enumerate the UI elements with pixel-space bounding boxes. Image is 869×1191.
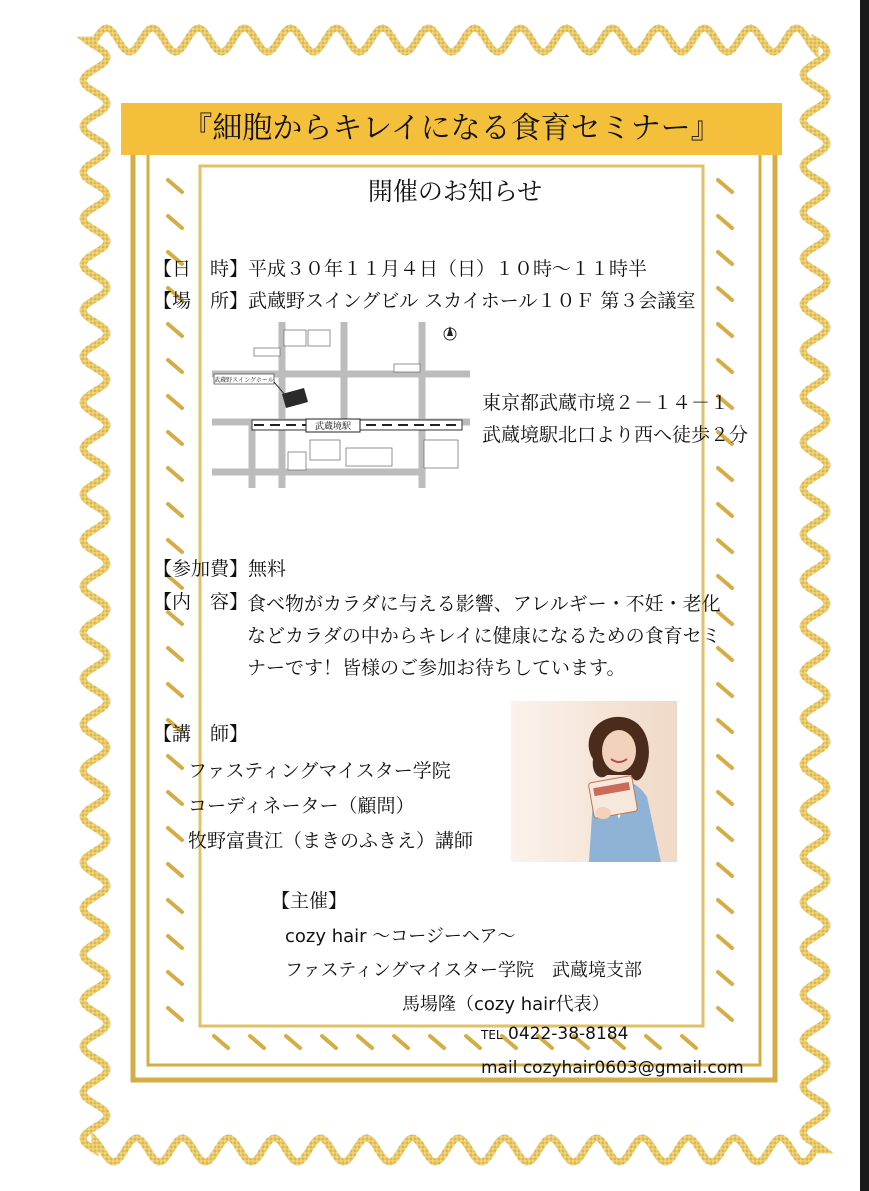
border-dash (168, 972, 182, 984)
content-line: 食べ物がカラダに与える影響、アレルギー・不妊・老化 (247, 593, 721, 615)
border-dash (168, 648, 182, 660)
date-row (153, 255, 647, 283)
border-dash (322, 1036, 336, 1048)
border-dash (168, 1008, 182, 1020)
tel-number: 0422-38-8184 (508, 1024, 629, 1044)
lecturer-line: コーディネーター（顧問） (188, 795, 415, 817)
border-dash (718, 792, 732, 804)
page-title: 『細胞からキレイになる食育セミナー』 (182, 111, 721, 146)
border-dash (168, 864, 182, 876)
lecturer-label: 【講 師】 (153, 723, 249, 745)
border-dash (718, 828, 732, 840)
place-row (153, 287, 695, 315)
border-dash (718, 864, 732, 876)
lecturer-photo (511, 701, 677, 862)
lecturer-body (188, 754, 473, 859)
border-dash (718, 936, 732, 948)
fee-row (153, 555, 286, 583)
border-dash (250, 1036, 264, 1048)
border-dash (646, 1036, 660, 1048)
border-dash (466, 1036, 480, 1048)
border-dash (718, 972, 732, 984)
date-label: 【日 時】 (153, 258, 249, 280)
border-dash (168, 828, 182, 840)
border-dash (430, 1036, 444, 1048)
address-line-1: 東京都武蔵市境２－１４－１ (482, 392, 730, 414)
border-dash (682, 1036, 696, 1048)
lecturer-line: ファスティングマイスター学院 (188, 760, 451, 782)
address-line-2: 武蔵境駅北口より西へ徒歩２分 (482, 424, 749, 446)
organizer-tel (481, 1024, 628, 1044)
border-dash (168, 900, 182, 912)
border-dash (718, 720, 732, 732)
organizer-line-3: 馬場隆（cozy hair代表） (402, 994, 610, 1015)
fee-value: 無料 (248, 558, 287, 580)
date-value: 平成３０年１１月４日（日）１０時〜１１時半 (248, 258, 648, 280)
organizer-label: 【主催】 (271, 890, 348, 912)
border-dash (168, 432, 182, 444)
border-dash (718, 684, 732, 696)
border-dash (718, 468, 732, 480)
tel-prefix: TEL (481, 1028, 503, 1042)
border-dash (168, 468, 182, 480)
map-station-label: 武蔵境駅 (314, 422, 352, 432)
border-dash (168, 324, 182, 336)
organizer-mail[interactable]: mail cozyhair0603@gmail.com (481, 1058, 744, 1078)
lecturer-line: 牧野富貴江（まきのふきえ）講師 (188, 830, 474, 852)
border-dash (168, 684, 182, 696)
border-dash (718, 900, 732, 912)
border-dash (168, 504, 182, 516)
border-dash (168, 216, 182, 228)
organizer-line-2: ファスティングマイスター学院 武蔵境支部 (285, 960, 642, 981)
border-dash (718, 288, 732, 300)
border-dash (718, 576, 732, 588)
place-value: 武蔵野スイングビル スカイホール１０Ｆ 第３会議室 (248, 290, 696, 312)
fee-label: 【参加費】 (153, 558, 249, 580)
border-dash (168, 936, 182, 948)
border-dash (286, 1036, 300, 1048)
subtitle: 開催のお知らせ (367, 177, 543, 206)
border-dash (358, 1036, 372, 1048)
content-line: などカラダの中からキレイに健康になるための食育セミ (247, 625, 721, 647)
border-dash (168, 756, 182, 768)
border-dash (168, 792, 182, 804)
access-map (212, 322, 470, 488)
border-dash (718, 756, 732, 768)
border-dash (718, 360, 732, 372)
map-building-label: 武蔵野スイングホール (214, 377, 274, 384)
place-label: 【場 所】 (153, 290, 249, 312)
border-dash (718, 252, 732, 264)
border-dash (718, 324, 732, 336)
content-label: 【内 容】 (153, 591, 249, 613)
border-dash (718, 540, 732, 552)
border-dash (394, 1036, 408, 1048)
border-dash (718, 1008, 732, 1020)
organizer-line-1: cozy hair 〜コージーヘア〜 (285, 926, 516, 947)
content-body (247, 588, 721, 684)
content-line: ナーです！皆様のご参加お待ちしています。 (247, 657, 626, 679)
border-dash (718, 216, 732, 228)
address-block (482, 387, 748, 451)
border-dash (718, 504, 732, 516)
border-dash (168, 540, 182, 552)
border-dash (168, 396, 182, 408)
border-dash (168, 360, 182, 372)
border-dash (214, 1036, 228, 1048)
